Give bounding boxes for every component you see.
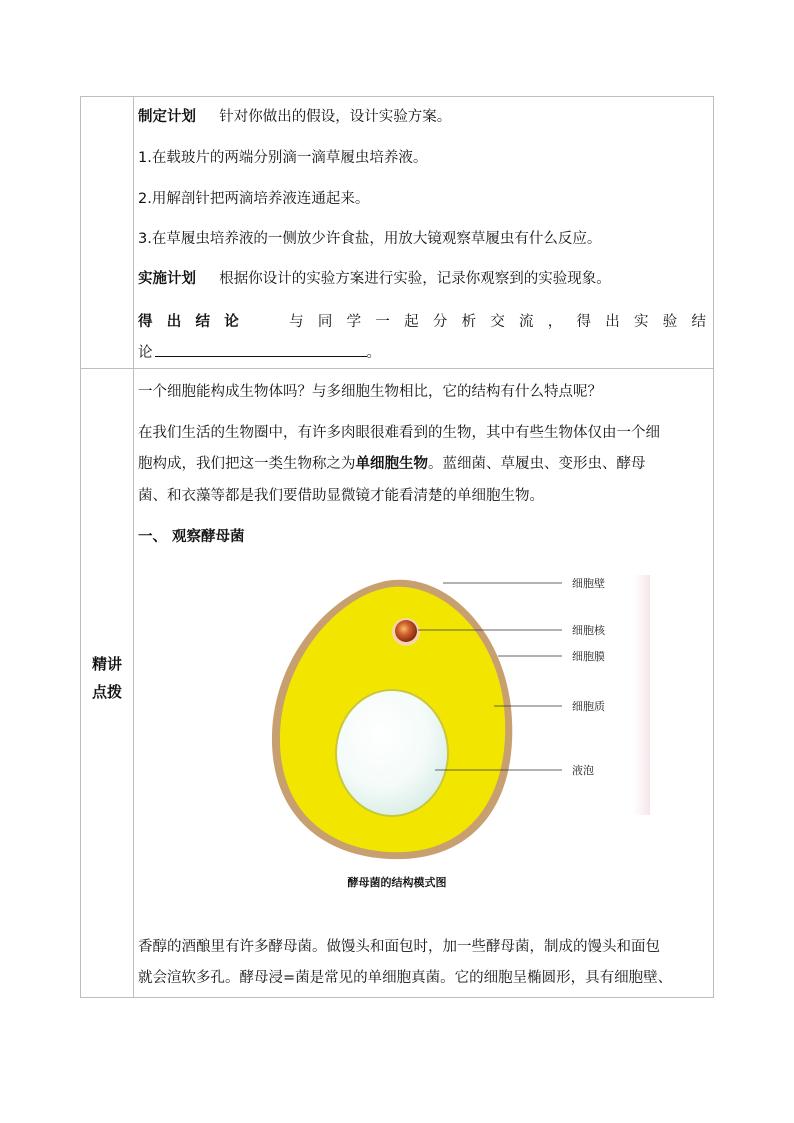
row-label-line2: 点拨 (91, 683, 122, 701)
yeast-cell-diagram (250, 565, 660, 895)
edge-shade (634, 575, 650, 815)
implement-text: 根据你设计的实验方案进行实验，记录你观察到的实验现象。 (219, 271, 611, 287)
answer-blank[interactable] (155, 342, 367, 357)
paragraph1-line2-a: 胞构成，我们把这一类生物称之为 (138, 456, 356, 472)
question-text: 一个细胞能构成生物体吗？与多细胞生物相比，它的结构有什么特点呢？ (138, 384, 602, 400)
implement-line (138, 269, 611, 289)
conclusion-char: 起 (404, 314, 419, 330)
label-vacuole: 液泡 (572, 764, 594, 777)
paragraph2-line2: 就会渲软多孔。酵母浸=菌是常见的单细胞真菌。它的细胞呈椭圆形，具有细胞壁、 (138, 970, 673, 986)
conclusion-char: 验 (662, 314, 678, 330)
conclusion-heading-char: 得 (138, 314, 153, 330)
conclusion-char: 与 (289, 314, 304, 330)
plan-heading: 制定计划 (138, 109, 196, 125)
conclusion-char: 同 (317, 314, 333, 330)
label-nucleus: 细胞核 (572, 624, 605, 637)
implement-heading: 实施计划 (138, 271, 196, 287)
conclusion-char: 交 (490, 314, 505, 330)
paragraph1-line3: 菌、和衣藻等都是我们要借助显微镜才能看清楚的单细胞生物。 (138, 488, 544, 504)
label-cell-wall: 细胞壁 (572, 577, 605, 590)
plan-line (138, 107, 451, 127)
diagram-caption: 酵母菌的结构模式图 (347, 876, 447, 889)
conclusion-line2-prefix: 论 (138, 345, 153, 361)
plan-step-1: 1.在载玻片的两端分别滴一滴草履虫培养液。 (138, 150, 428, 166)
conclusion-char: 结 (691, 314, 706, 330)
subheading-observe-yeast: 一、 观察酵母菌 (138, 529, 245, 545)
paragraph1-line2-b: 。蓝细菌、草履虫、变形虫、酵母 (428, 456, 646, 472)
plan-step-3: 3.在草履虫培养液的一侧放少许食盐，用放大镜观察草履虫有什么反应。 (138, 231, 602, 247)
conclusion-heading-char: 结 (195, 314, 210, 330)
paragraph1-line1: 在我们生活的生物圈中，有许多肉眼很难看到的生物，其中有些生物体仅由一个细 (138, 425, 660, 441)
plan-intro: 针对你做出的假设，设计实验方案。 (219, 109, 452, 125)
conclusion-char: ， (547, 314, 563, 330)
keyword-unicellular: 单细胞生物 (355, 456, 428, 472)
conclusion-char: 析 (461, 314, 477, 330)
column-divider (133, 97, 134, 997)
conclusion-char: 流 (519, 314, 534, 330)
conclusion-char: 出 (605, 314, 620, 330)
row-divider (81, 368, 713, 369)
paragraph1-line2 (138, 454, 646, 474)
row-label (81, 650, 133, 706)
conclusion-line-1 (138, 310, 706, 331)
row-label-line1: 精讲 (91, 655, 122, 673)
conclusion-line2-suffix: 。 (366, 345, 381, 361)
conclusion-heading-char: 出 (166, 314, 182, 330)
nucleus-shape (395, 620, 417, 642)
paragraph2-line1: 香醇的酒酿里有许多酵母菌。做馒头和面包时，加一些酵母菌，制成的馒头和面包 (138, 939, 660, 955)
conclusion-char: 分 (432, 314, 448, 330)
label-cytoplasm: 细胞质 (572, 700, 605, 713)
label-cell-membrane: 细胞膜 (572, 650, 605, 663)
conclusion-char: 学 (346, 314, 362, 330)
conclusion-line-2 (138, 342, 381, 363)
conclusion-char: 实 (633, 314, 649, 330)
vacuole-shape (336, 690, 448, 816)
conclusion-char: 一 (375, 314, 390, 330)
conclusion-heading-char: 论 (224, 314, 239, 330)
conclusion-char: 得 (576, 314, 592, 330)
plan-step-2: 2.用解剖针把两滴培养液连通起来。 (138, 191, 370, 207)
